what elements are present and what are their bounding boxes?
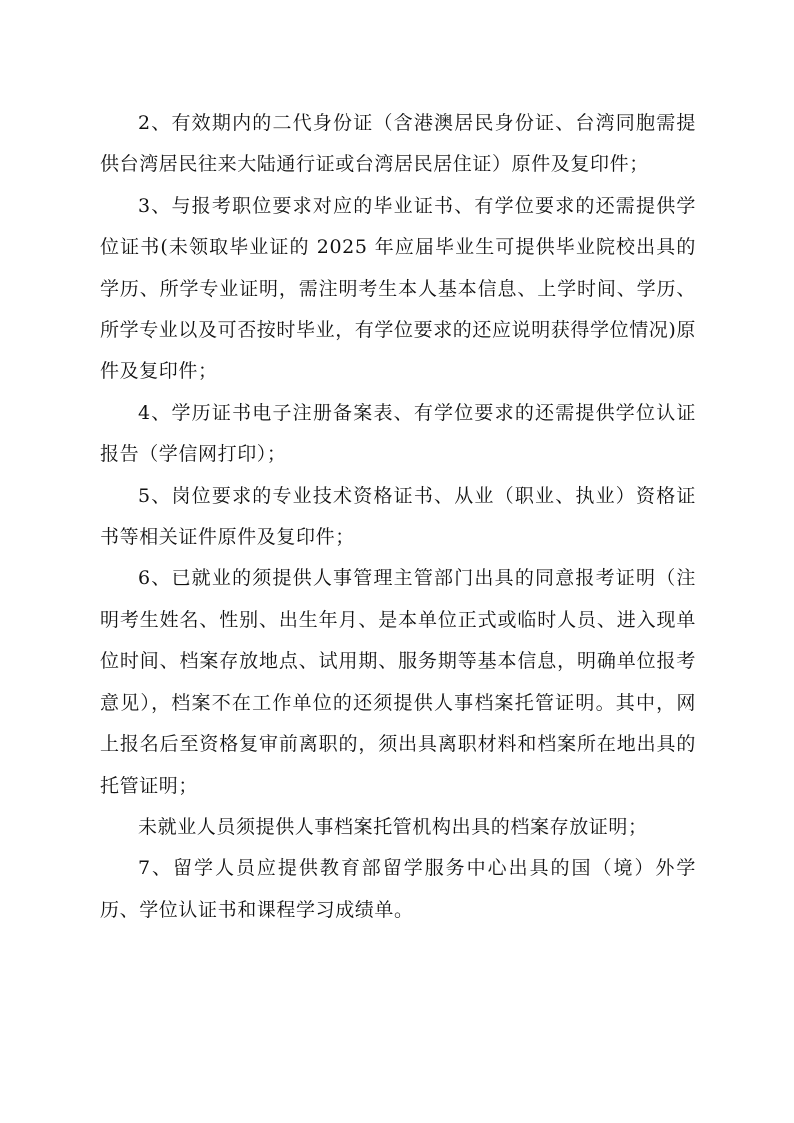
paragraph-item-2-id-card: 2、有效期内的二代身份证（含港澳居民身份证、台湾同胞需提供台湾居民往来大陆通行证或台湾居民居住证）原件及复印件； bbox=[100, 112, 696, 176]
paragraph-item-4-registration: 4、学历证书电子注册备案表、有学位要求的还需提供学位认证报告（学信网打印）； bbox=[100, 401, 696, 466]
paragraph-item-6-employment: 6、已就业的须提供人事管理主管部门出具的同意报考证明（注明考生姓名、性别、出生年月、是本单位正式或临时人员、进入现单位时间、档案存放地点、试用期、服务期等基本信息，明确单位报考意见），档案不在工作单位的还须提供人事档案托管证明。其中，网上报名后至资格复审前离职的，须出具离职材料和档案所在地出具的托管证明； bbox=[100, 567, 696, 797]
paragraph-item-7-overseas: 7、留学人员应提供教育部留学服务中心出具的国（境）外学历、学位认证书和课程学习成绩单。 bbox=[100, 857, 696, 921]
paragraph-unemployed-note: 未就业人员须提供人事档案托管机构出具的档案存放证明； bbox=[138, 815, 648, 838]
paragraph-item-5-certificates: 5、岗位要求的专业技术资格证书、从业（职业、执业）资格证书等相关证件原件及复印件； bbox=[100, 484, 696, 549]
document-body bbox=[100, 103, 696, 931]
paragraph-item-3-diploma: 3、与报考职位要求对应的毕业证书、有学位要求的还需提供学位证书(未领取毕业证的 2025 年应届毕业生可提供毕业院校出具的学历、所学专业证明，需注明考生本人基本信息、上学时间、学历、所学专业以及可否按时毕业，有学位要求的还应说明获得学位情况)原件及复印件； bbox=[100, 194, 697, 383]
